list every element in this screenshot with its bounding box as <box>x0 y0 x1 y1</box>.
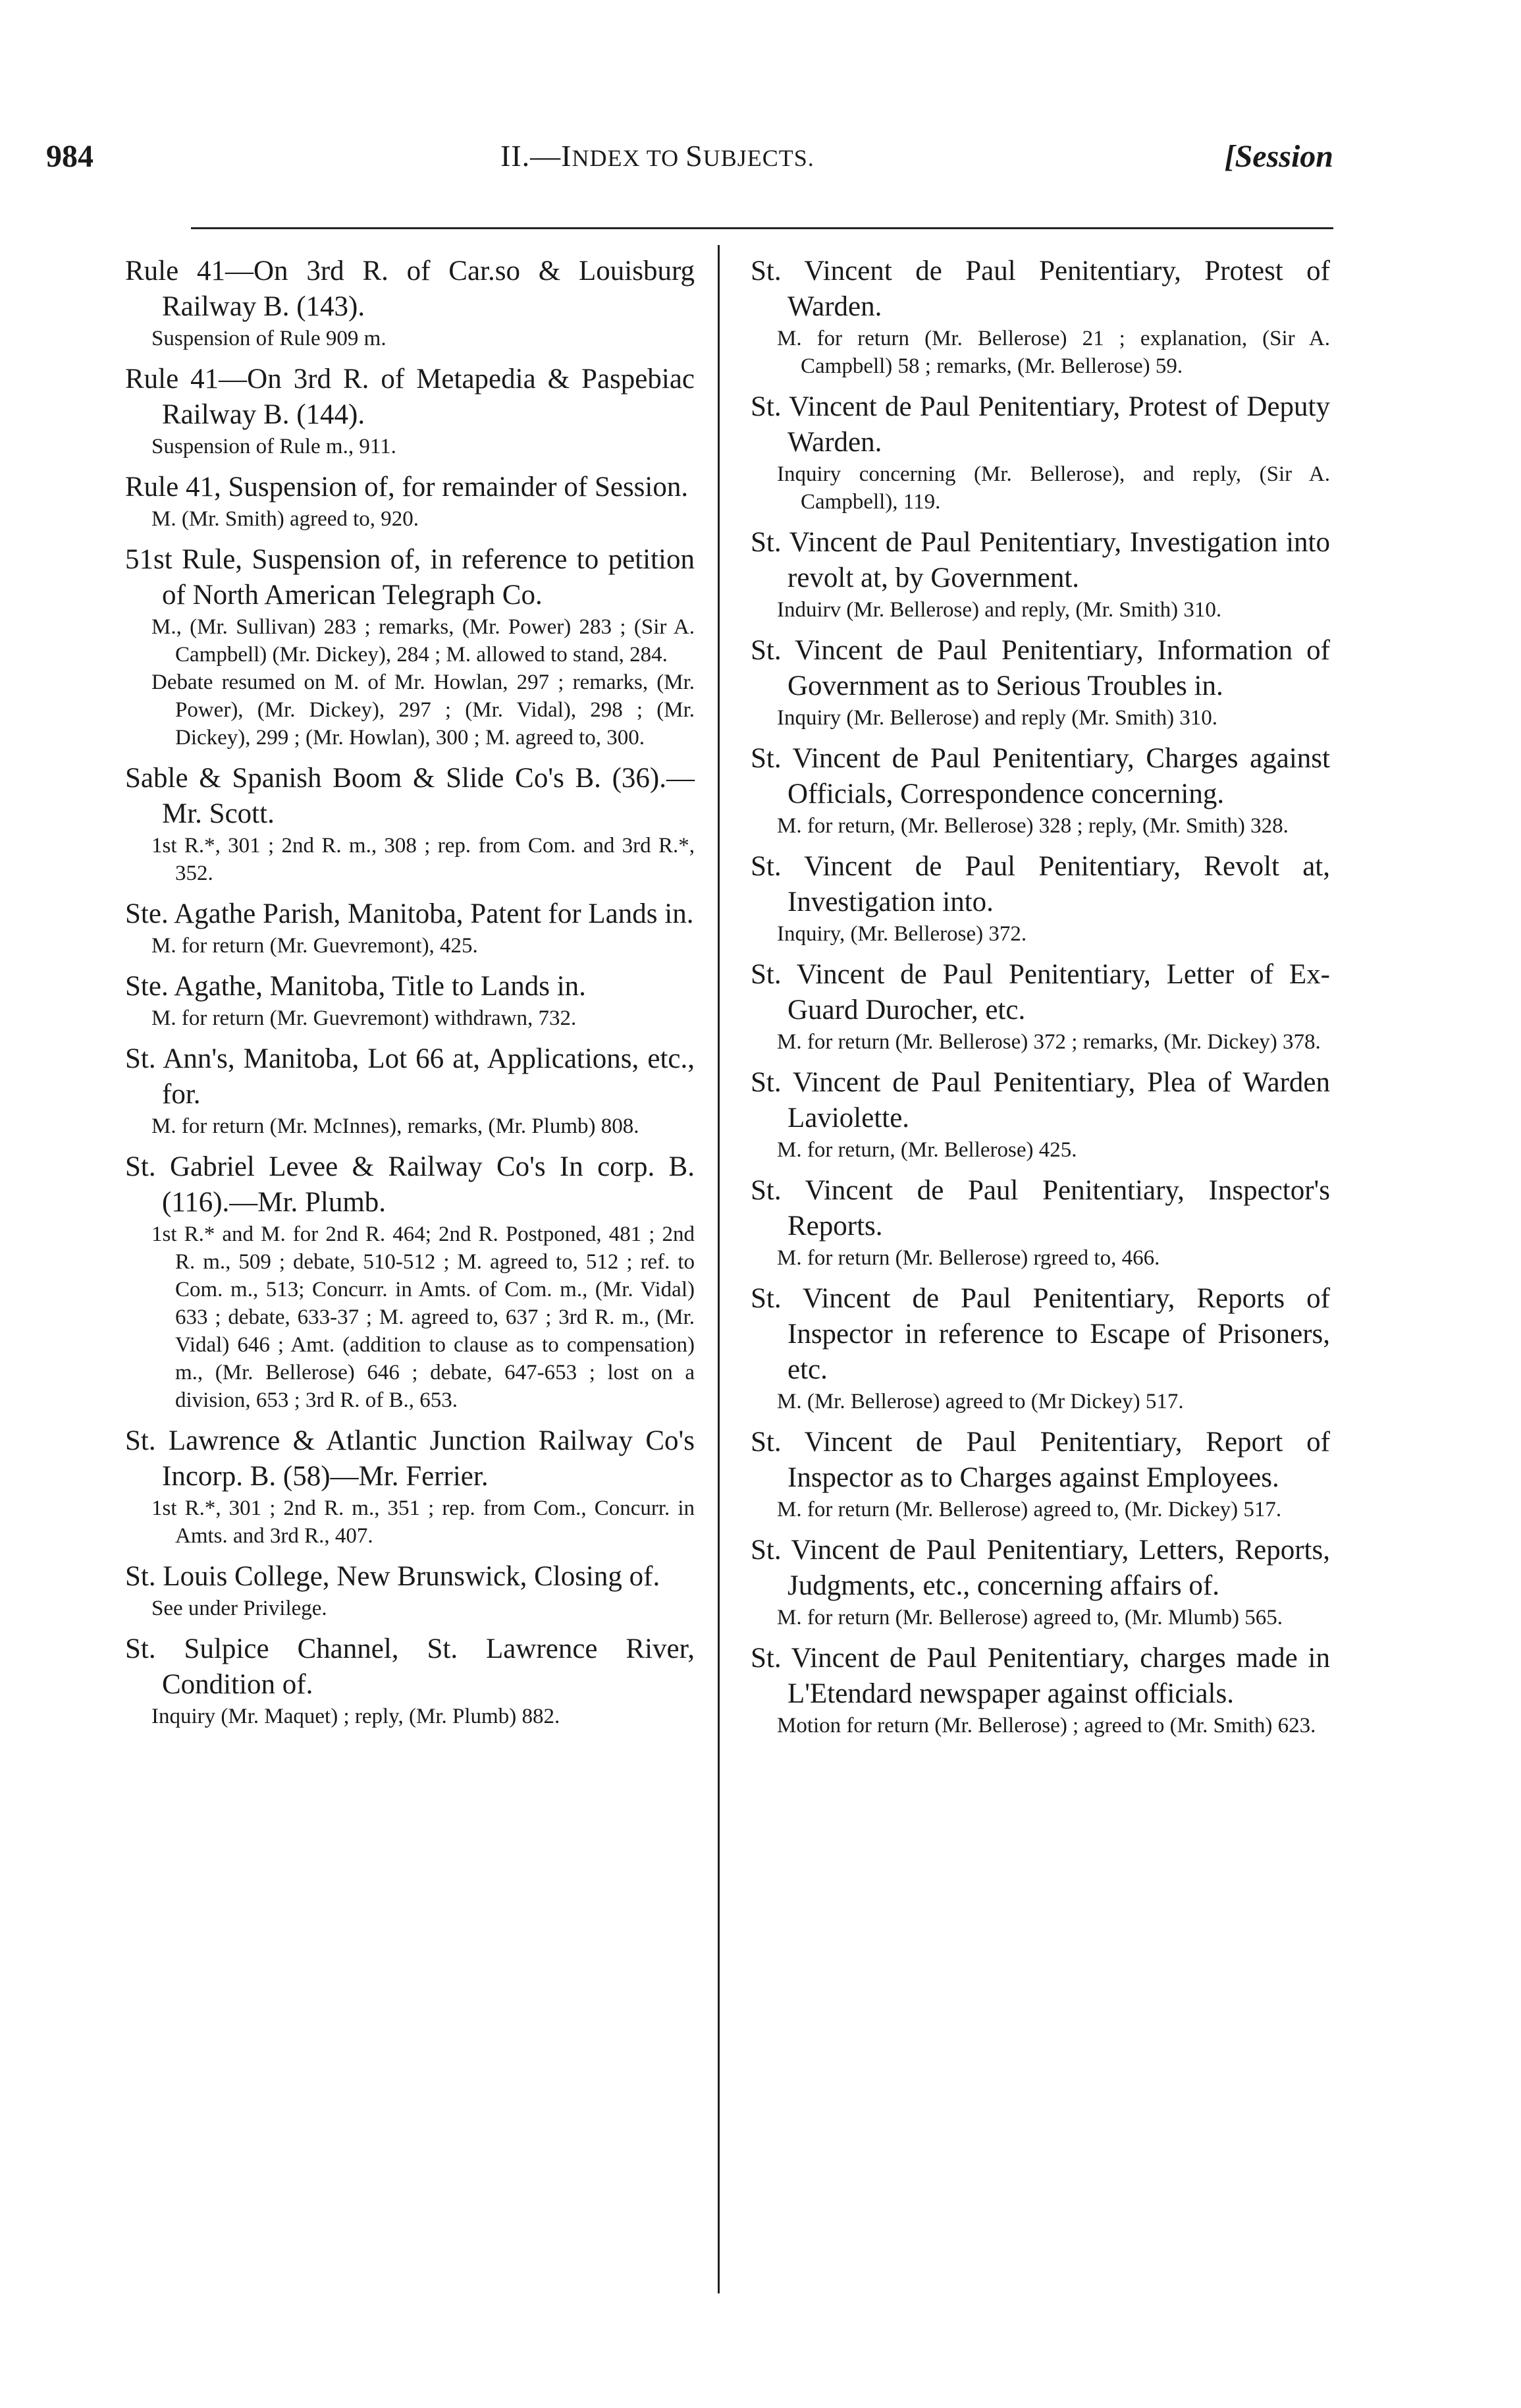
entry-subentry: M., (Mr. Sullivan) 283 ; remarks, (Mr. Power) 283 ; (Sir A. Campbell) (Mr. Dickey), 284 ; M. allowed to stand, 284. <box>151 615 695 667</box>
entry-heading: Rule 41—On 3rd R. of Car.so & Louisburg Railway B. (143). <box>125 256 695 322</box>
index-entry <box>751 849 1330 948</box>
entry-heading: St. Vincent de Paul Penitentiary, Letters, Reports, Judgments, etc., concerning affairs of. <box>751 1535 1330 1601</box>
index-entry <box>125 1631 695 1730</box>
entry-heading: St. Vincent de Paul Penitentiary, Revolt at, Investigation into. <box>751 851 1330 917</box>
entry-heading: St. Vincent de Paul Penitentiary, Inspector's Reports. <box>751 1175 1330 1242</box>
entry-heading: Rule 41, Suspension of, for remainder of Session. <box>125 472 689 503</box>
entry-subentry: M. for return (Mr. Bellerose) 372 ; remarks, (Mr. Dickey) 378. <box>777 1030 1321 1054</box>
entry-heading: St. Ann's, Manitoba, Lot 66 at, Applications, etc., for. <box>125 1043 695 1110</box>
session-label: [Session <box>1224 139 1333 174</box>
entry-heading: Ste. Agathe Parish, Manitoba, Patent for Lands in. <box>125 898 694 929</box>
right-column <box>751 254 1330 1749</box>
entry-subentry: M. for return (Mr. Bellerose) rgreed to, 466. <box>777 1246 1160 1270</box>
running-head-main: II.—I <box>500 139 572 173</box>
index-entry <box>751 1065 1330 1164</box>
entry-heading: St. Vincent de Paul Penitentiary, Reports of Inspector in reference to Escape of Prisoners, etc. <box>751 1283 1330 1385</box>
entry-heading: St. Sulpice Channel, St. Lawrence River, Condition of. <box>125 1633 695 1700</box>
entry-heading: St. Lawrence & Atlantic Junction Railway Co's Incorp. B. (58)—Mr. Ferrier. <box>125 1425 695 1492</box>
entry-subentry: 1st R.*, 301 ; 2nd R. m., 308 ; rep. from Com. and 3rd R.*, 352. <box>151 834 695 885</box>
index-entry <box>125 362 695 460</box>
running-head-sc2: UBJECTS. <box>703 145 814 171</box>
entry-heading: Rule 41—On 3rd R. of Metapedia & Paspebiac Railway B. (144). <box>125 364 695 430</box>
entry-subentry: M. for return (Mr. Bellerose) agreed to, (Mr. Mlumb) 565. <box>777 1606 1283 1629</box>
entry-heading: St. Vincent de Paul Penitentiary, Report of Inspector as to Charges against Employees. <box>751 1427 1330 1493</box>
running-head-s: S <box>685 139 703 173</box>
entry-subentry: M. (Mr. Bellerose) agreed to (Mr Dickey) 517. <box>777 1390 1184 1413</box>
entry-heading: St. Vincent de Paul Penitentiary, Charges against Officials, Correspondence concerning. <box>751 743 1330 809</box>
entry-heading: Ste. Agathe, Manitoba, Title to Lands in. <box>125 971 586 1002</box>
index-entry <box>751 389 1330 516</box>
index-entry <box>751 254 1330 380</box>
entry-subentry: M. for return (Mr. Bellerose) 21 ; explanation, (Sir A. Campbell) 58 ; remarks, (Mr. Bellerose) 59. <box>777 327 1330 378</box>
index-entry <box>125 254 695 352</box>
entry-heading: St. Vincent de Paul Penitentiary, Letter of Ex-Guard Durocher, etc. <box>751 959 1330 1026</box>
entry-subentry: Inquiry (Mr. Bellerose) and reply (Mr. Smith) 310. <box>777 706 1218 730</box>
index-entry <box>125 470 695 533</box>
entry-subentry: Suspension of Rule m., 911. <box>151 435 396 458</box>
index-entry <box>125 1423 695 1550</box>
entry-heading: St. Vincent de Paul Penitentiary, Information of Government as to Serious Troubles in. <box>751 635 1330 701</box>
entry-subentry: M. for return (Mr. McInnes), remarks, (Mr. Plumb) 808. <box>151 1114 639 1138</box>
index-entry <box>125 969 695 1032</box>
left-column <box>125 254 695 1739</box>
entry-subentry: Suspension of Rule 909 m. <box>151 327 387 350</box>
index-entry <box>125 1149 695 1414</box>
entry-subentry: Inquiry concerning (Mr. Bellerose), and reply, (Sir A. Campbell), 119. <box>777 462 1330 514</box>
page-number: 984 <box>46 139 93 174</box>
entry-heading: St. Vincent de Paul Penitentiary, Protest of Deputy Warden. <box>751 391 1330 458</box>
running-head-sc1: NDEX TO <box>572 145 686 171</box>
entry-heading: St. Vincent de Paul Penitentiary, Investigation into revolt at, by Government. <box>751 527 1330 593</box>
entry-subentry: M. for return, (Mr. Bellerose) 328 ; reply, (Mr. Smith) 328. <box>777 814 1289 838</box>
entry-subentry: Motion for return (Mr. Bellerose) ; agreed to (Mr. Smith) 623. <box>777 1714 1316 1738</box>
index-entry <box>751 633 1330 732</box>
entry-heading: St. Vincent de Paul Penitentiary, charges made in L'Etendard newspaper against officials. <box>751 1643 1330 1709</box>
index-entry <box>125 761 695 887</box>
entry-subentry: M. for return, (Mr. Bellerose) 425. <box>777 1138 1077 1162</box>
entry-heading: St. Vincent de Paul Penitentiary, Plea of Warden Laviolette. <box>751 1067 1330 1134</box>
entry-subentry: Inquiry (Mr. Maquet) ; reply, (Mr. Plumb) 882. <box>151 1705 560 1728</box>
index-entry <box>751 1173 1330 1272</box>
entry-heading: 51st Rule, Suspension of, in reference to petition of North American Telegraph Co. <box>125 544 695 611</box>
entry-heading: St. Louis College, New Brunswick, Closing of. <box>125 1561 660 1592</box>
index-entry <box>125 1041 695 1140</box>
entry-subentry: Induirv (Mr. Bellerose) and reply, (Mr. Smith) 310. <box>777 598 1222 622</box>
entry-subentry: M. for return (Mr. Guevremont) withdrawn, 732. <box>151 1006 577 1030</box>
entry-heading: St. Vincent de Paul Penitentiary, Protest of Warden. <box>751 256 1330 322</box>
entry-subentry: 1st R.* and M. for 2nd R. 464; 2nd R. Postponed, 481 ; 2nd R. m., 509 ; debate, 510-512 ; M. agreed to, 512 ; ref. to Com. m., 513; Concurr. in Amts. of Com. m., (Mr. Vidal) 633 ; debate, 633-37 ; M. agreed to, 637 ; 3rd R. m., (Mr. Vidal) 646 ; Amt. (addition to clause as to compensation) m., (Mr. Bellerose) 646 ; debate, 647-653 ; lost on a division, 653 ; 3rd R. of B., 653. <box>151 1222 695 1412</box>
index-entry <box>125 896 695 960</box>
index-entry <box>751 1533 1330 1631</box>
index-entry <box>751 1281 1330 1415</box>
entry-subentry: M. (Mr. Smith) agreed to, 920. <box>151 507 419 531</box>
column-divider <box>718 245 720 2293</box>
index-entry <box>751 1425 1330 1523</box>
index-entry <box>751 1641 1330 1739</box>
index-entry <box>125 1559 695 1622</box>
entry-heading: Sable & Spanish Boom & Slide Co's B. (36).—Mr. Scott. <box>125 763 695 829</box>
entry-subentry: See under Privilege. <box>151 1597 327 1620</box>
running-head <box>500 138 814 173</box>
index-entry <box>751 525 1330 624</box>
entry-subentry: Debate resumed on M. of Mr. Howlan, 297 ; remarks, (Mr. Power), (Mr. Dickey), 297 ; (Mr. Vidal), 298 ; (Mr. Dickey), 299 ; (Mr. Howlan), 300 ; M. agreed to, 300. <box>151 670 695 750</box>
entry-subentry: M. for return (Mr. Guevremont), 425. <box>151 934 478 958</box>
entry-heading: St. Gabriel Levee & Railway Co's In corp. B. (116).—Mr. Plumb. <box>125 1151 695 1218</box>
index-entry <box>751 741 1330 840</box>
entry-subentry: Inquiry, (Mr. Bellerose) 372. <box>777 922 1027 946</box>
entry-subentry: M. for return (Mr. Bellerose) agreed to, (Mr. Dickey) 517. <box>777 1498 1282 1521</box>
index-entry <box>751 957 1330 1056</box>
header-rule <box>191 227 1333 229</box>
index-entry <box>125 542 695 752</box>
entry-subentry: 1st R.*, 301 ; 2nd R. m., 351 ; rep. from Com., Concurr. in Amts. and 3rd R., 407. <box>151 1496 695 1548</box>
